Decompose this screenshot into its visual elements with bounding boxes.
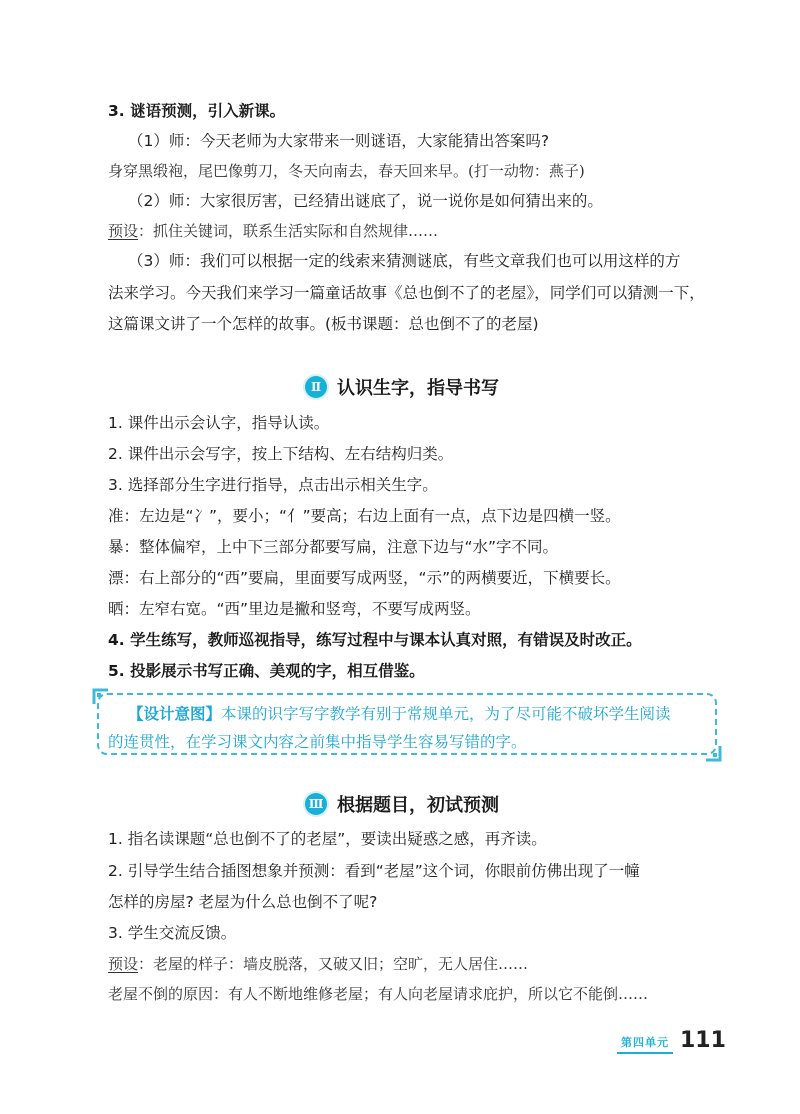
char-guide-zhun: 准：左边是“冫”，要小；“亻”要高；右边上面有一点，点下边是四横一竖。 bbox=[108, 507, 621, 525]
section3-badge: Ⅲ bbox=[305, 793, 327, 815]
section3-item-2-line-1: 2. 引导学生结合插图想象并预测：看到“老屋”这个词，你眼前仿佛出现了一幢 bbox=[108, 862, 640, 880]
unit-label: 第四单元 bbox=[621, 1036, 669, 1049]
section2-item-4: 4. 学生练写，教师巡视指导，练写过程中与课本认真对照，有错误及时改正。 bbox=[108, 631, 642, 649]
section2-item-5: 5. 投影展示书写正确、美观的字，相互借鉴。 bbox=[108, 662, 425, 680]
paragraph-3-line-2: 法来学习。今天我们来学习一篇童话故事《总也倒不了的老屋》，同学们可以猜测一下， bbox=[108, 284, 705, 302]
preset-label: 预设 bbox=[108, 222, 139, 240]
page-number: 111 bbox=[680, 1028, 726, 1053]
design-intent-line-1 bbox=[128, 702, 671, 724]
design-intent-text-2: 的连贯性，在学习课文内容之前集中指导学生容易写错的字。 bbox=[108, 733, 527, 751]
section3-preset-line-2: 老屋不倒的原因：有人不断地维修老屋；有人向老屋请求庇护，所以它不能倒…… bbox=[108, 985, 649, 1003]
paragraph-1: （1）师：今天老师为大家带来一则谜语，大家能猜出答案吗? bbox=[128, 132, 550, 150]
section2-item-3: 3. 选择部分生字进行指导，点击出示相关生字。 bbox=[108, 476, 438, 494]
riddle-text: 身穿黑缎袍，尾巴像剪刀，冬天向南去，春天回来早。(打一动物：燕子) bbox=[108, 162, 585, 180]
paragraph-3-line-1: （3）师：我们可以根据一定的线索来猜测谜底，有些文章我们也可以用这样的方 bbox=[128, 252, 681, 270]
char-guide-piao: 漂：右上部分的“西”要扁，里面要写成两竖，“示”的两横要近，下横要长。 bbox=[108, 569, 621, 587]
preset-text: ：老屋的样子：墙皮脱落，又破又旧；空旷，无人居住…… bbox=[138, 955, 529, 973]
paragraph-3-line-3: 这篇课文讲了一个怎样的故事。(板书课题：总也倒不了的老屋) bbox=[108, 315, 539, 333]
section2-header bbox=[305, 372, 499, 402]
paragraph-2: （2）师：大家很厉害，已经猜出谜底了，说一说你是如何猜出来的。 bbox=[128, 192, 603, 210]
section3-title: 根据题目，初试预测 bbox=[337, 795, 499, 816]
section3-header bbox=[305, 789, 499, 819]
section2-item-1: 1. 课件出示会认字，指导认读。 bbox=[108, 414, 330, 432]
preset-label: 预设 bbox=[108, 955, 139, 973]
section2-item-2: 2. 课件出示会写字，按上下结构、左右结构归类。 bbox=[108, 445, 454, 463]
section3-item-1: 1. 指名读课题“总也倒不了的老屋”，要读出疑惑之感，再齐读。 bbox=[108, 830, 547, 848]
corner-ornament-icon bbox=[92, 688, 110, 706]
char-guide-bao: 暴：整体偏窄，上中下三部分都要写扁，注意下边与“水”字不同。 bbox=[108, 538, 559, 556]
section3-preset-line-1 bbox=[108, 954, 528, 974]
char-guide-shai: 晒：左窄右宽。“西”里边是撇和竖弯，不要写成两竖。 bbox=[108, 600, 481, 618]
design-intent-label: 【设计意图】 bbox=[128, 704, 222, 723]
preset-line-1 bbox=[108, 221, 438, 241]
section2-title: 认识生字，指导书写 bbox=[337, 378, 499, 399]
section2-badge: Ⅱ bbox=[305, 376, 327, 398]
section1-heading: 3. 谜语预测，引入新课。 bbox=[108, 102, 286, 120]
unit-underline bbox=[617, 1052, 673, 1054]
section3-item-3: 3. 学生交流反馈。 bbox=[108, 924, 237, 942]
section3-item-2-line-2: 怎样的房屋? 老屋为什么总也倒不了呢? bbox=[108, 893, 378, 911]
design-intent-text-1: 本课的识字写字教学有别于常规单元，为了尽可能不破坏学生阅读 bbox=[221, 705, 671, 723]
preset-text: ：抓住关键词，联系生活实际和自然规律…… bbox=[138, 222, 439, 240]
corner-ornament-icon bbox=[704, 744, 722, 762]
